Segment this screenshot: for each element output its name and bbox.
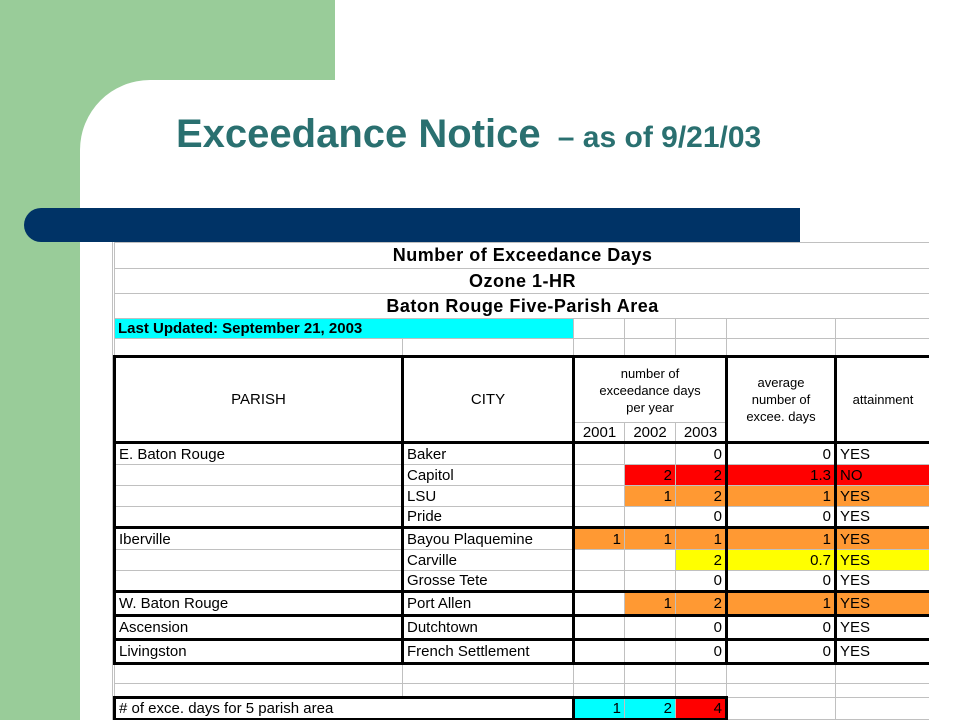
table-cell-attainment: YES bbox=[836, 486, 930, 507]
table-cell-average: 0.7 bbox=[727, 550, 836, 571]
empty-cell bbox=[676, 664, 727, 684]
empty-cell bbox=[727, 319, 836, 339]
table-cell-2003: 0 bbox=[676, 571, 727, 592]
table-cell-city: Carville bbox=[403, 550, 574, 571]
empty-cell bbox=[836, 684, 930, 698]
table-cell-parish bbox=[115, 486, 403, 507]
empty-cell bbox=[574, 319, 625, 339]
table-cell-average: 1.3 bbox=[727, 465, 836, 486]
table-cell-attainment: NO bbox=[836, 465, 930, 486]
table-cell-2001 bbox=[574, 571, 625, 592]
table-cell-2002 bbox=[625, 571, 676, 592]
table-cell-attainment: YES bbox=[836, 616, 930, 640]
empty-cell bbox=[625, 319, 676, 339]
header-year-2001: 2001 bbox=[574, 423, 625, 443]
table-cell-2002 bbox=[625, 507, 676, 528]
empty-cell bbox=[836, 664, 930, 684]
table-cell-average: 1 bbox=[727, 486, 836, 507]
empty-cell bbox=[676, 319, 727, 339]
table-cell-2002: 1 bbox=[625, 486, 676, 507]
table-cell-2001 bbox=[574, 507, 625, 528]
header-average bbox=[727, 357, 836, 443]
empty-cell bbox=[625, 684, 676, 698]
table-cell-2003: 0 bbox=[676, 616, 727, 640]
table-cell-attainment: YES bbox=[836, 571, 930, 592]
header-average-line2: number of bbox=[751, 392, 811, 407]
table-cell-parish bbox=[115, 465, 403, 486]
slide-title-main: Exceedance Notice bbox=[176, 112, 541, 156]
totals-label: # of exce. days for 5 parish area bbox=[115, 698, 574, 720]
empty-cell bbox=[115, 339, 403, 357]
slide-title bbox=[176, 112, 761, 157]
empty-cell bbox=[403, 664, 574, 684]
table-cell-city: Capitol bbox=[403, 465, 574, 486]
table-cell-2002: 1 bbox=[625, 528, 676, 550]
table-cell-city: Baker bbox=[403, 443, 574, 465]
empty-cell bbox=[115, 684, 403, 698]
empty-cell bbox=[403, 339, 574, 357]
header-exceedance-days bbox=[574, 357, 727, 423]
table-cell-city: Bayou Plaquemine bbox=[403, 528, 574, 550]
empty-cell bbox=[836, 319, 930, 339]
header-year-2003: 2003 bbox=[676, 423, 727, 443]
table-cell-2003: 0 bbox=[676, 443, 727, 465]
totals-2001: 1 bbox=[574, 698, 625, 720]
table-cell-2002 bbox=[625, 640, 676, 664]
table-cell-parish: Iberville bbox=[115, 528, 403, 550]
empty-cell bbox=[676, 339, 727, 357]
empty-cell bbox=[574, 664, 625, 684]
header-attainment: attainment bbox=[836, 357, 930, 443]
header-exceedance-line3: per year bbox=[626, 399, 674, 415]
table-subtitle-ozone: Ozone 1-HR bbox=[115, 269, 930, 294]
totals-2003: 4 bbox=[676, 698, 727, 720]
table-subtitle-area: Baton Rouge Five-Parish Area bbox=[115, 294, 930, 319]
empty-cell bbox=[836, 698, 930, 720]
table-cell-2003: 1 bbox=[676, 528, 727, 550]
table-cell-2003: 2 bbox=[676, 550, 727, 571]
empty-cell bbox=[574, 684, 625, 698]
table-cell-city: French Settlement bbox=[403, 640, 574, 664]
empty-cell bbox=[727, 684, 836, 698]
table-cell-parish: Ascension bbox=[115, 616, 403, 640]
table-cell-attainment: YES bbox=[836, 592, 930, 616]
table-cell-attainment: YES bbox=[836, 640, 930, 664]
table-cell-2003: 2 bbox=[676, 592, 727, 616]
spreadsheet-image bbox=[112, 242, 929, 720]
header-average-line3: excee. days bbox=[746, 409, 816, 424]
table-cell-2002 bbox=[625, 550, 676, 571]
table-cell-parish bbox=[115, 571, 403, 592]
empty-cell bbox=[727, 698, 836, 720]
empty-cell bbox=[625, 664, 676, 684]
header-exceedance-line1: number of bbox=[620, 365, 680, 381]
title-divider-bar bbox=[24, 208, 800, 242]
table-cell-2003: 0 bbox=[676, 507, 727, 528]
table-cell-2003: 2 bbox=[676, 486, 727, 507]
header-city: CITY bbox=[403, 357, 574, 443]
exceedance-table bbox=[113, 242, 929, 720]
table-cell-parish: E. Baton Rouge bbox=[115, 443, 403, 465]
table-cell-city: Port Allen bbox=[403, 592, 574, 616]
table-cell-parish: W. Baton Rouge bbox=[115, 592, 403, 616]
header-average-line1: average bbox=[757, 375, 805, 390]
table-cell-attainment: YES bbox=[836, 528, 930, 550]
table-cell-attainment: YES bbox=[836, 443, 930, 465]
table-cell-average: 0 bbox=[727, 507, 836, 528]
table-cell-2003: 2 bbox=[676, 465, 727, 486]
table-cell-2003: 0 bbox=[676, 640, 727, 664]
table-cell-average: 0 bbox=[727, 616, 836, 640]
table-cell-2001 bbox=[574, 592, 625, 616]
table-cell-parish bbox=[115, 550, 403, 571]
table-cell-city: LSU bbox=[403, 486, 574, 507]
table-cell-average: 0 bbox=[727, 443, 836, 465]
table-cell-parish bbox=[115, 507, 403, 528]
empty-cell bbox=[625, 339, 676, 357]
table-cell-2001 bbox=[574, 640, 625, 664]
table-cell-attainment: YES bbox=[836, 550, 930, 571]
table-cell-2002 bbox=[625, 616, 676, 640]
table-title: Number of Exceedance Days bbox=[115, 243, 930, 269]
empty-cell bbox=[727, 664, 836, 684]
table-cell-city: Pride bbox=[403, 507, 574, 528]
table-cell-city: Grosse Tete bbox=[403, 571, 574, 592]
table-cell-attainment: YES bbox=[836, 507, 930, 528]
table-cell-city: Dutchtown bbox=[403, 616, 574, 640]
table-cell-2001 bbox=[574, 443, 625, 465]
table-cell-average: 1 bbox=[727, 592, 836, 616]
header-exceedance-line2: exceedance days bbox=[599, 382, 701, 398]
empty-cell bbox=[676, 684, 727, 698]
empty-cell bbox=[727, 339, 836, 357]
empty-cell bbox=[836, 339, 930, 357]
table-cell-average: 1 bbox=[727, 528, 836, 550]
empty-cell bbox=[574, 339, 625, 357]
table-cell-average: 0 bbox=[727, 640, 836, 664]
table-cell-2002: 2 bbox=[625, 465, 676, 486]
table-cell-2002 bbox=[625, 443, 676, 465]
last-updated-cell: Last Updated: September 21, 2003 bbox=[115, 319, 574, 339]
table-cell-2001 bbox=[574, 486, 625, 507]
table-cell-2001: 1 bbox=[574, 528, 625, 550]
header-parish: PARISH bbox=[115, 357, 403, 443]
totals-2002: 2 bbox=[625, 698, 676, 720]
table-cell-2001 bbox=[574, 616, 625, 640]
table-cell-2001 bbox=[574, 550, 625, 571]
table-cell-average: 0 bbox=[727, 571, 836, 592]
header-year-2002: 2002 bbox=[625, 423, 676, 443]
empty-cell bbox=[403, 684, 574, 698]
table-cell-2001 bbox=[574, 465, 625, 486]
table-cell-parish: Livingston bbox=[115, 640, 403, 664]
table-cell-2002: 1 bbox=[625, 592, 676, 616]
slide-title-date: – as of 9/21/03 bbox=[557, 121, 762, 154]
empty-cell bbox=[115, 664, 403, 684]
